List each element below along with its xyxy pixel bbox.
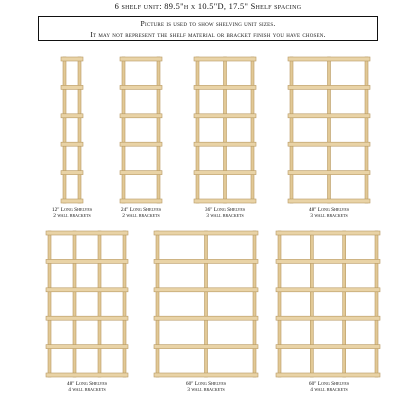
- unit-4-upright: [290, 57, 293, 203]
- unit-4-shelf: [288, 85, 370, 89]
- unit-6-shelf: [154, 316, 258, 320]
- unit-7-upright: [375, 231, 378, 377]
- unit-5-shelf: [46, 345, 128, 349]
- unit-5-upright: [123, 231, 126, 377]
- unit-5-shelf: [46, 259, 128, 263]
- unit-1-shelf: [61, 57, 83, 61]
- unit-3-upright: [224, 57, 227, 203]
- unit-2-brackets: 2 wall brackets: [122, 213, 160, 219]
- unit-2-upright: [157, 57, 160, 203]
- unit-2-shelf: [120, 199, 162, 203]
- unit-5-shelf: [46, 288, 128, 292]
- unit-5-shelf: [46, 231, 128, 235]
- unit-7-upright: [310, 231, 313, 377]
- unit-4-shelf: [288, 114, 370, 118]
- unit-7-shelf: [276, 345, 380, 349]
- unit-6-upright: [253, 231, 256, 377]
- unit-3-brackets: 3 wall brackets: [206, 213, 244, 219]
- unit-4-shelf: [288, 199, 370, 203]
- unit-5-upright: [73, 231, 76, 377]
- unit-caption-1: [52, 207, 92, 219]
- unit-6-shelf: [154, 345, 258, 349]
- unit-5-upright: [48, 231, 51, 377]
- unit-3-shelf-length: 36" Long Shelves: [204, 207, 246, 213]
- unit-3-shelf: [194, 114, 256, 118]
- unit-7-shelf: [276, 231, 380, 235]
- unit-4-brackets: 3 wall brackets: [310, 213, 348, 219]
- unit-7-shelf: [276, 373, 380, 377]
- unit-5-shelf-length: 48" Long Shelves: [66, 381, 108, 387]
- unit-4-shelf: [288, 142, 370, 146]
- unit-2-shelf: [120, 57, 162, 61]
- unit-4-shelf: [288, 57, 370, 61]
- unit-caption-5: [67, 381, 107, 393]
- unit-4-upright: [365, 57, 368, 203]
- unit-7-upright: [343, 231, 346, 377]
- unit-1-shelf-length: 12" Long Shelves: [51, 207, 93, 213]
- unit-1-shelf: [61, 85, 83, 89]
- unit-caption-4: [309, 207, 349, 219]
- unit-5-shelf: [46, 316, 128, 320]
- unit-1-shelf: [61, 199, 83, 203]
- unit-5-upright: [98, 231, 101, 377]
- unit-2-shelf-length: 24" Long Shelves: [120, 207, 162, 213]
- unit-4-shelf-length: 48" Long Shelves: [308, 207, 350, 213]
- unit-2-shelf: [120, 85, 162, 89]
- unit-1-brackets: 2 wall brackets: [53, 213, 91, 219]
- unit-3-shelf: [194, 171, 256, 175]
- unit-6-shelf: [154, 259, 258, 263]
- unit-3-upright: [196, 57, 199, 203]
- unit-4-upright: [328, 57, 331, 203]
- unit-2-shelf: [120, 171, 162, 175]
- unit-6-brackets: 3 wall brackets: [187, 387, 225, 393]
- unit-2-shelf: [120, 142, 162, 146]
- unit-6-shelf: [154, 288, 258, 292]
- unit-7-brackets: 4 wall brackets: [310, 387, 348, 393]
- unit-7-shelf: [276, 259, 380, 263]
- disclaimer-line-2: It may not represent the shelf material or bracket finish you have chosen.: [90, 30, 326, 39]
- unit-3-shelf: [194, 199, 256, 203]
- unit-1-upright: [78, 57, 81, 203]
- unit-6-shelf-length: 60" Long Shelves: [185, 381, 227, 387]
- unit-caption-3: [205, 207, 245, 219]
- unit-5-brackets: 4 wall brackets: [68, 387, 106, 393]
- unit-7-shelf: [276, 288, 380, 292]
- unit-3-shelf: [194, 142, 256, 146]
- unit-3-upright: [251, 57, 254, 203]
- unit-1-upright: [63, 57, 66, 203]
- unit-2-upright: [122, 57, 125, 203]
- unit-6-shelf: [154, 231, 258, 235]
- page-title: 6 shelf unit: 89.5"h x 10.5"D, 17.5" Shelf spacing: [114, 2, 302, 11]
- unit-5-shelf: [46, 373, 128, 377]
- unit-3-shelf: [194, 85, 256, 89]
- unit-caption-7: [309, 381, 349, 393]
- unit-4-shelf: [288, 171, 370, 175]
- unit-6-upright: [205, 231, 208, 377]
- unit-6-upright: [156, 231, 159, 377]
- unit-6-shelf: [154, 373, 258, 377]
- unit-caption-6: [186, 381, 226, 393]
- unit-7-shelf-length: 60" Long Shelves: [308, 381, 350, 387]
- unit-3-shelf: [194, 57, 256, 61]
- disclaimer-line-1: Picture is used to show shelving unit sizes.: [140, 19, 276, 28]
- unit-1-shelf: [61, 171, 83, 175]
- unit-7-upright: [278, 231, 281, 377]
- unit-caption-2: [121, 207, 161, 219]
- unit-1-shelf: [61, 114, 83, 118]
- unit-7-shelf: [276, 316, 380, 320]
- unit-1-shelf: [61, 142, 83, 146]
- unit-2-shelf: [120, 114, 162, 118]
